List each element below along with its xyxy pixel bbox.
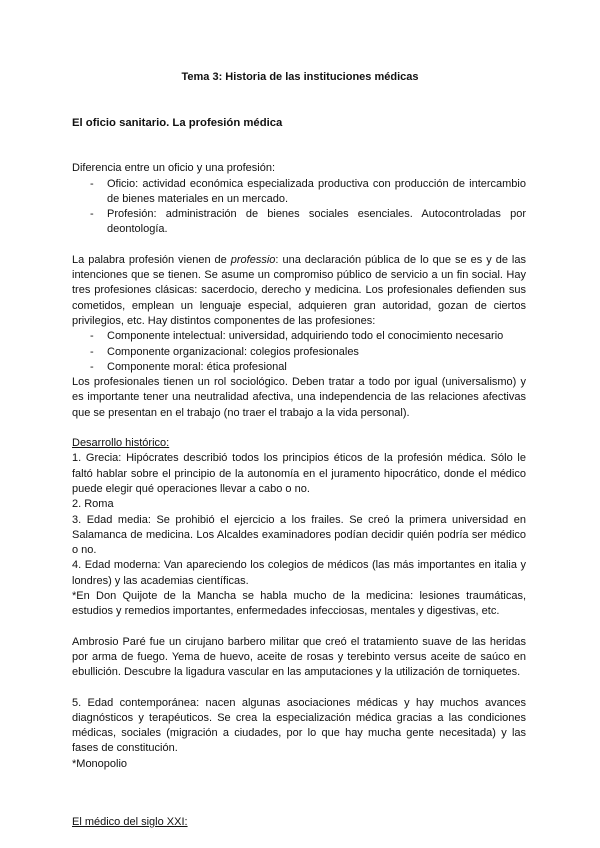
component-organizacional: - Componente organizacional: colegios profesionales (72, 345, 526, 360)
document-title: Tema 3: Historia de las instituciones médicas (181, 71, 419, 83)
diferencia-intro: Diferencia entre un oficio y una profesión: (72, 162, 276, 175)
note-monopolio: *Monopolio (72, 757, 128, 770)
historia-roma: 2. Roma (72, 498, 114, 511)
term-professio: professio (230, 253, 276, 266)
historia-edad-media: 3. Edad media: Se prohibió el ejercicio a los frailes. Se creó la primera universidad en Salamanca de medicina. Los Alcaldes examinadores podían decidir quién podría ser médico o no. (72, 513, 526, 557)
definition-profesion: - Profesión: administración de bienes sociales esenciales. Autocontroladas por deontología. (72, 207, 526, 238)
paragraph-pare: Ambrosio Paré fue un cirujano barbero militar que creó el tratamiento suave de las heridas por arma de fuego. Yema de huevo, aceite de rosas y terebinto versus aceite de saúco en ebullición. Descubre la ligadura vascular en las amputaciones y la utilización de torniquetes. (72, 635, 526, 679)
section-heading-desarrollo: Desarrollo histórico: (72, 437, 170, 450)
component-intelectual: - Componente intelectual: universidad, adquiriendo todo el conocimiento necesario (72, 329, 526, 344)
definition-oficio: - Oficio: actividad económica especializada productiva con producción de intercambio de bienes materiales en un mercado. (72, 177, 526, 208)
components-list (72, 329, 526, 375)
section-heading-oficio: El oficio sanitario. La profesión médica (72, 117, 283, 129)
paragraph-contemporanea: 5. Edad contemporánea: nacen algunas asociaciones médicas y hay muchos avances diagnósticos y terapéuticos. Se crea la especialización médica gracias a las condiciones médicas, sociales (migración a ciudades, por lo que hay mucha gente necesitada) y las fases de constitución. (72, 696, 526, 755)
historia-grecia: 1. Grecia: Hipócrates describió todos los principios éticos de la profesión médica. Sólo le faltó hablar sobre el principio de la autonomía en el juramento hipocrático, donde el médico puede elegir qué operaciones llevar a cabo o no. (72, 452, 526, 495)
paragraph-rol: Los profesionales tienen un rol sociológico. Deben tratar a todo por igual (universalismo) y es importante tener una neutralidad afectiva, una independencia de las relaciones afectivas que se presentan en el trabajo (no traer el trabajo a la vida personal). (72, 376, 526, 419)
definitions-list (72, 177, 526, 238)
paragraph-profesion: La palabra profesión vienen de professio: una declaración pública de lo que se es y de las intenciones que se tienen. Se asume un compromiso público de servicio a un fin social. Hay tres profesiones clásicas: sacerdocio, derecho y medicina. Los profesionales defienden sus cometidos, emplean un lenguaje especial, adquieren gran autoridad, gozan de ciertos privilegios, etc. Hay distintos componentes de las profesiones: (72, 253, 526, 327)
document-body (72, 116, 526, 830)
component-moral: - Componente moral: ética profesional (72, 360, 526, 375)
section-heading-siglo-xxi: El médico del siglo XXI: (72, 815, 188, 828)
historia-quijote-note: *En Don Quijote de la Mancha se habla mucho de la medicina: lesiones traumáticas, estudios y remedios importantes, enfermedades infecciosas, mentales y digestivas, etc. (72, 590, 526, 618)
historia-edad-moderna: 4. Edad moderna: Van apareciendo los colegios de médicos (las más importantes en italia y londres) y las academias científicas. (72, 559, 526, 587)
